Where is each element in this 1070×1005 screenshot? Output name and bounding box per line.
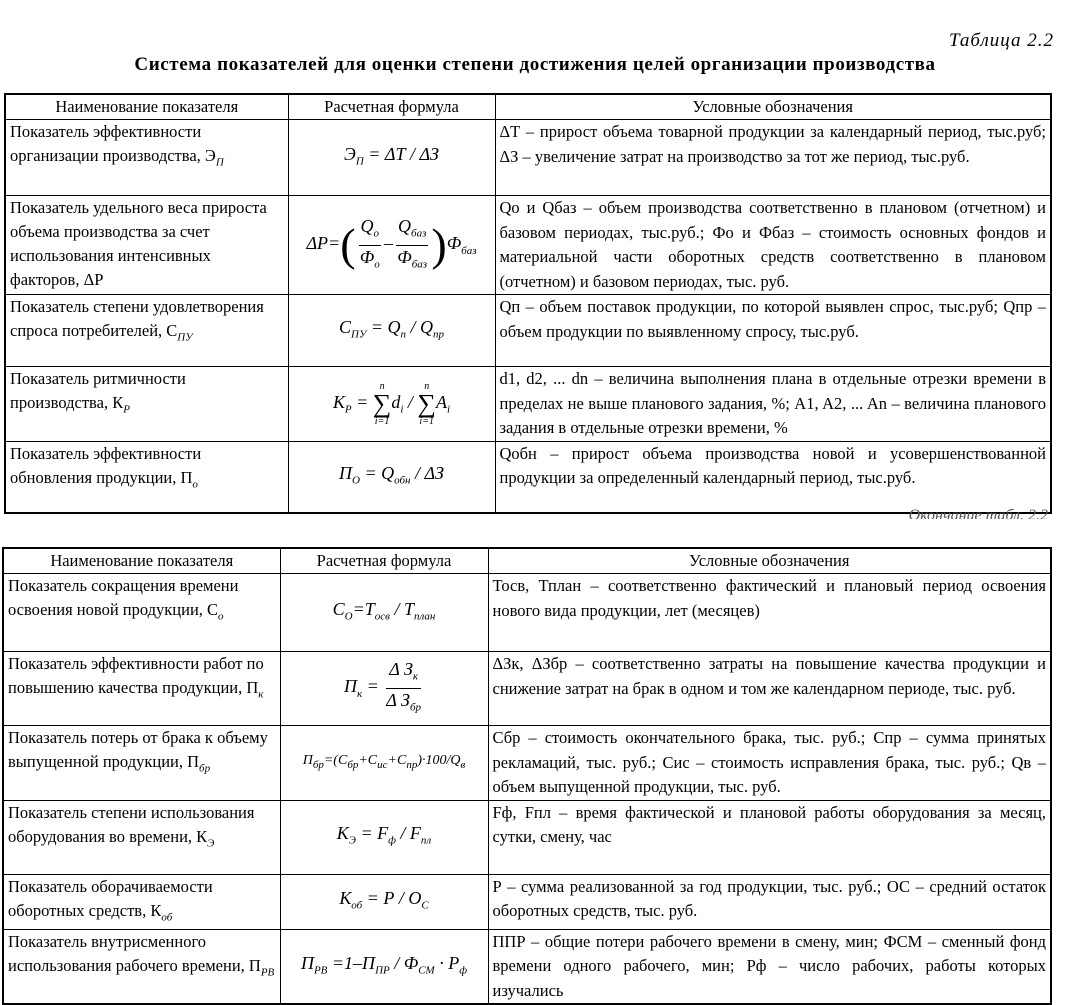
indicator-name: Показатель потерь от брака к объему выпущенной продукции, $П_{бр}$: [3, 726, 280, 801]
indicator-name: Показатель ритмичности производства, $К_Р$: [5, 367, 288, 442]
continuation-caption: Окончание табл. 2.2: [908, 507, 1048, 519]
indicators-table-part2: [2, 547, 1052, 1005]
header-formula: Расчетная формула: [280, 548, 488, 574]
header-name: Наименование показателя: [3, 548, 280, 574]
table-title: Система показателей для оценки степени достижения целей организации производства: [134, 54, 936, 75]
indicator-formula: $К_{об} = Р / О_С$: [280, 874, 488, 929]
table-header-row: [5, 94, 1051, 120]
indicator-formula: $П_О = Q_{обн} / \Delta З$: [288, 441, 495, 513]
table-row: [3, 726, 1051, 801]
table-header-row: [3, 548, 1051, 574]
table-number: Таблица 2.2: [949, 30, 1054, 51]
indicator-name: Показатель сокращения времени освоения новой продукции, $С_о$: [3, 574, 280, 652]
indicator-notation: ΔЗк, ΔЗбр – соответственно затраты на повышение качества продукции и снижение затрат на брак в одном и том же календарном периоде, тыс. руб.: [488, 652, 1051, 726]
indicator-formula: $П_{РВ} =1-П_{ПР} / Ф_{СМ} \cdot Р_ф$: [280, 929, 488, 1004]
indicators-table-part1: [4, 93, 1052, 514]
indicator-name: Показатель удельного веса прироста объема производства за счет использования интенсивных факторов, ΔР: [5, 196, 288, 295]
header-name: Наименование показателя: [5, 94, 288, 120]
table-row: [3, 874, 1051, 929]
indicator-notation: ΔТ – прирост объема товарной продукции за календарный период, тыс.руб; ΔЗ – увеличение затрат на производство за тот же период, тыс.руб.: [495, 120, 1051, 196]
table-row: [5, 367, 1051, 442]
header-notation: Условные обозначения: [488, 548, 1051, 574]
table-row: [5, 120, 1051, 196]
indicator-notation: Сбр – стоимость окончательного брака, тыс. руб.; Спр – сумма принятых рекламаций, тыс. руб.; Сис – стоимость исправления брака, тыс. руб.; Qв – объем выпущенной продукции, тыс. руб.: [488, 726, 1051, 801]
indicator-formula: $П_{бр}=(С_{бр}+С_{ис}+С_{пр})\cdot 100/Q_в$: [280, 726, 488, 801]
indicator-notation: d1, d2, ... dn – величина выполнения плана в отдельные отрезки времени в пределах не выше планового задания, %; A1, A2, ... An – величина планового задания в отдельные отрезки времени, %: [495, 367, 1051, 442]
indicator-formula: ΔР=( $\frac{Q_о}{Ф_о}$ – $\frac{Q_{баз}}{Ф_{баз}}$ )$Ф_{баз}$: [288, 196, 495, 295]
table-row: [5, 295, 1051, 367]
indicator-name: Показатель эффективности обновления продукции, $П_о$: [5, 441, 288, 513]
indicator-name: Показатель степени использования оборудования во времени, $К_Э$: [3, 800, 280, 874]
header-formula: Расчетная формула: [288, 94, 495, 120]
indicator-formula: $К_Р$ = n ∑ i=1 $d_i$ / n ∑ i=1 $A_i$: [288, 367, 495, 442]
table-row: [5, 441, 1051, 513]
indicator-name: Показатель эффективности организации производства, $Э_П$: [5, 120, 288, 196]
sum-sign: n ∑ i=1: [372, 380, 392, 427]
indicator-name: Показатель внутрисменного использования рабочего времени, $П_{РВ}$: [3, 929, 280, 1004]
table-row: [3, 652, 1051, 726]
indicator-name: Показатель степени удовлетворения спроса потребителей, $С_{ПУ}$: [5, 295, 288, 367]
indicator-notation: ППР – общие потери рабочего времени в смену, мин; ФСМ – сменный фонд времени одного рабочего, мин; Рф – число рабочих, работы которых изучались: [488, 929, 1051, 1004]
table-row: [3, 800, 1051, 874]
indicator-notation: Qо и Qбаз – объем производства соответственно в плановом (отчетном) и базовом периодах, тыс.руб.; Фо и Фбаз – стоимость основных фондов и материальной части оборотных средств соответственно в плановом (отчетном) и базовом периодах, тыс. руб.: [495, 196, 1051, 295]
table-row: [5, 196, 1051, 295]
indicator-notation: Fф, Fпл – время фактической и плановой работы оборудования за месяц, сутки, смену, час: [488, 800, 1051, 874]
indicator-formula: $Э_П = \Delta Т / \Delta З$: [288, 120, 495, 196]
indicator-name: Показатель эффективности работ по повышению качества продукции, $П_к$: [3, 652, 280, 726]
indicator-formula: $С_О=Т_{осв} / Т_{план}$: [280, 574, 488, 652]
indicator-name: Показатель оборачиваемости оборотных средств, $К_{об}$: [3, 874, 280, 929]
indicator-formula: $П_к$ = $\frac{\Delta З_к}{\Delta З_{бр}}$: [280, 652, 488, 726]
indicator-notation: Qп – объем поставок продукции, по которой выявлен спрос, тыс.руб; Qпр – объем продукции по выявленному спросу, тыс.руб.: [495, 295, 1051, 367]
indicator-formula: $К_Э = F_ф / F_{пл}$: [280, 800, 488, 874]
indicator-notation: Тосв, Тплан – соответственно фактический и плановый период освоения нового вида продукции, лет (месяцев): [488, 574, 1051, 652]
table-row: [3, 574, 1051, 652]
indicator-formula: $С_{ПУ} = Q_п / Q_{пр}$: [288, 295, 495, 367]
header-notation: Условные обозначения: [495, 94, 1051, 120]
sum-sign: n ∑ i=1: [417, 380, 436, 427]
indicator-notation: Qобн – прирост объема производства новой и усовершенствованной продукции за определенный календарный период, тыс.руб.: [495, 441, 1051, 513]
indicator-notation: Р – сумма реализованной за год продукции, тыс. руб.; ОС – средний остаток оборотных средств, тыс. руб.: [488, 874, 1051, 929]
table-row: [3, 929, 1051, 1004]
